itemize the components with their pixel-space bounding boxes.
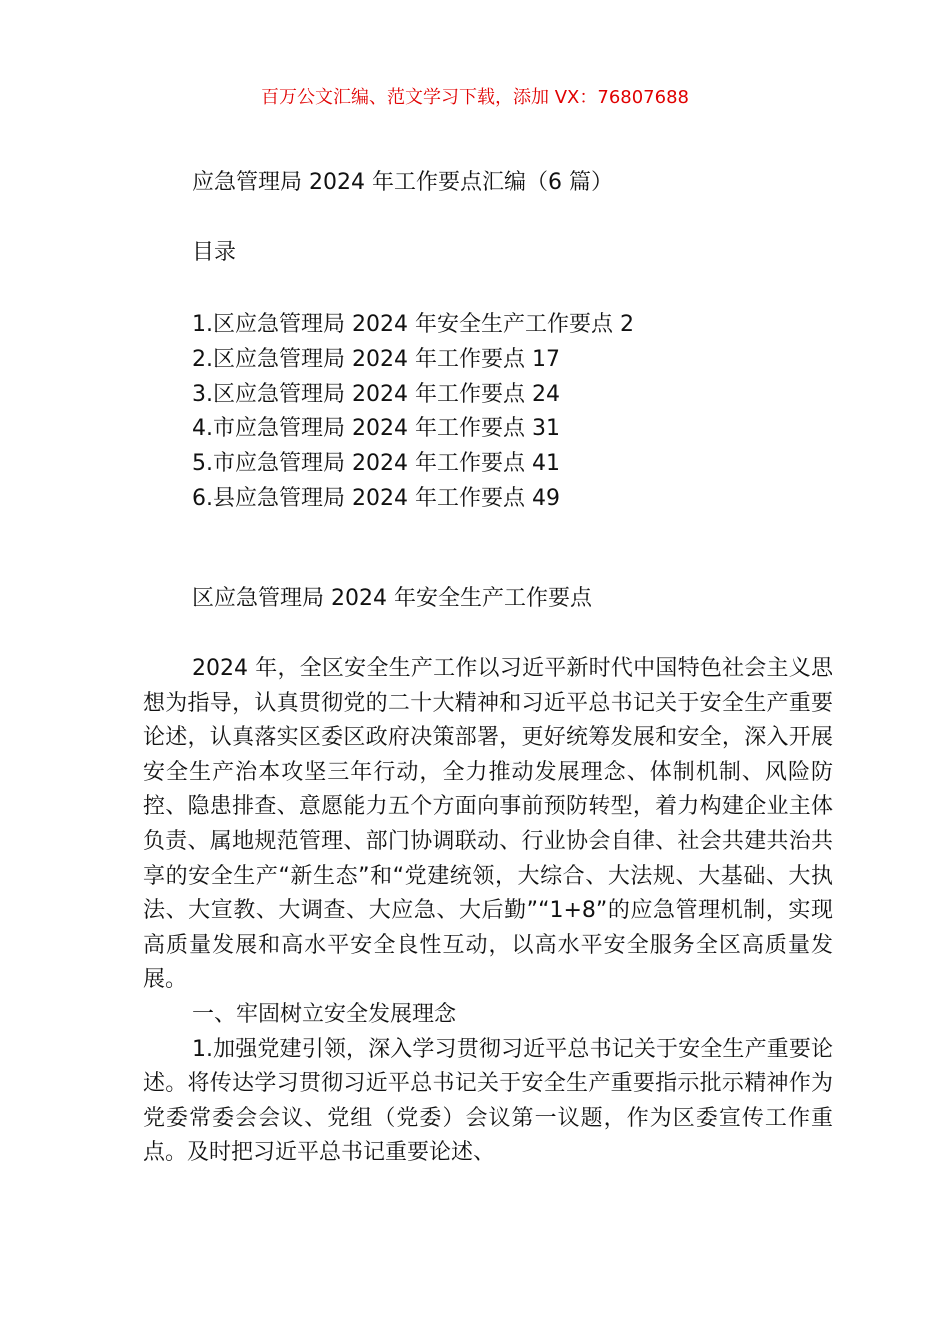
watermark-banner: 百万公文汇编、范文学习下载，添加 VX：76807688 bbox=[261, 87, 689, 108]
toc-heading: 目录 bbox=[192, 240, 237, 265]
body-paragraph: 1.加强党建引领，深入学习贯彻习近平总书记关于安全生产重要论述。将传达学习贯彻习近平总书记关于安全生产重要指示批示精神作为党委常委会会议、党组（党委）会议第一议题，作为区委宣传工作重点。及时把习近平总书记重要论述、 bbox=[143, 1036, 833, 1166]
toc-item[interactable]: 3.区应急管理局 2024 年工作要点 24 bbox=[192, 381, 560, 407]
table-of-contents bbox=[192, 308, 634, 517]
document-body bbox=[143, 652, 833, 1171]
section-heading: 一、牢固树立安全发展理念 bbox=[192, 1001, 457, 1027]
toc-item[interactable]: 5.市应急管理局 2024 年工作要点 41 bbox=[192, 451, 560, 477]
toc-item[interactable]: 1.区应急管理局 2024 年安全生产工作要点 2 bbox=[192, 312, 634, 337]
toc-item[interactable]: 2.区应急管理局 2024 年工作要点 17 bbox=[192, 346, 560, 372]
toc-item[interactable]: 4.市应急管理局 2024 年工作要点 31 bbox=[192, 416, 560, 442]
body-paragraph: 2024 年，全区安全生产工作以习近平新时代中国特色社会主义思想为指导，认真贯彻党的二十大精神和习近平总书记关于安全生产重要论述，认真落实区委区政府决策部署，更好统筹发展和安全，深入开展安全生产治本攻坚三年行动，全力推动发展理念、体制机制、风险防控、隐患排查、意愿能力五个方面向事前预防转型，着力构建企业主体负责、属地规范管理、部门协调联动、行业协会自律、社会共建共治共享的安全生产“新生态”和“党建统领，大综合、大法规、大基础、大执法、大宣教、大调查、大应急、大后勤”“1+8”的应急管理机制，实现高质量发展和高水平安全良性互动，以高水平安全服务全区高质量发展。 bbox=[143, 656, 833, 993]
section-document-title: 区应急管理局 2024 年安全生产工作要点 bbox=[192, 586, 592, 611]
compilation-title: 应急管理局 2024 年工作要点汇编（6 篇） bbox=[192, 170, 613, 195]
toc-item[interactable]: 6.县应急管理局 2024 年工作要点 49 bbox=[192, 485, 560, 511]
